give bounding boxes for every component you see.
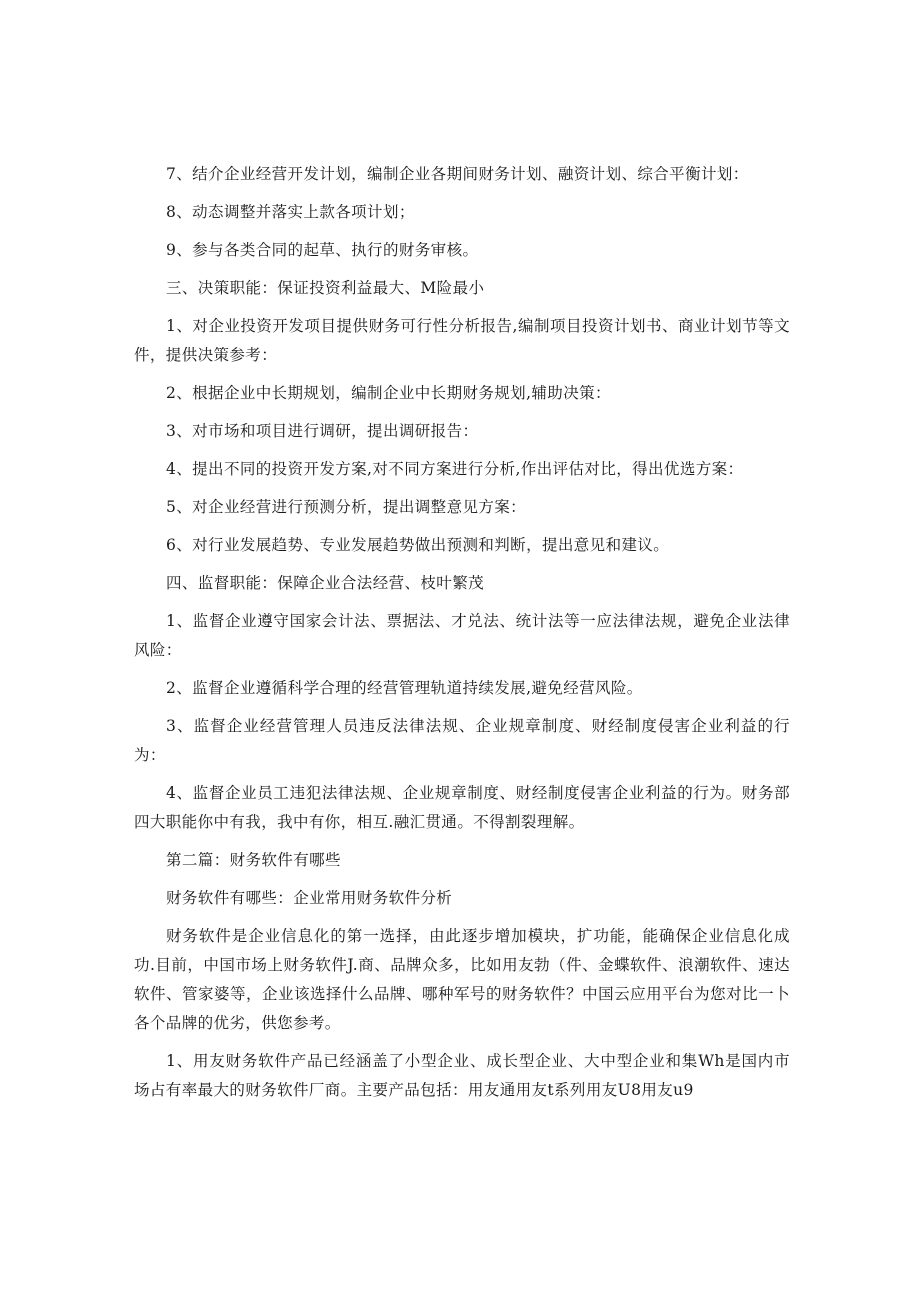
paragraph-operational-risk: 2、监督企业遵循科学合理的经营管理轨道持续发展,避免经营风险。 bbox=[166, 679, 643, 697]
subheading-software-analysis: 财务软件有哪些：企业常用财务软件分析 bbox=[166, 889, 453, 907]
paragraph-industry-trends: 6、对行业发展趋势、专业发展趋势做出预测和判断，提出意见和建议。 bbox=[166, 536, 670, 554]
paragraph-legal-compliance: 1、监督企业遵守国家会计法、票据法、才兑法、统计法等一应法律法规，避免企业法律风险： bbox=[134, 612, 790, 659]
paragraph-market-research: 3、对市场和项目进行调研，提出调研报告： bbox=[166, 422, 479, 440]
paragraph-software-intro: 财务软件是企业信息化的第一选择，由此逐步增加模块，扩功能，能确保企业信息化成功.目前，中国市场上财务软件J.商、品牌众多，比如用友勃（件、金蝶软件、浪潮软件、速达软件、管家婆等，企业该选择什么品牌、哪种军号的财务软件？中国云应用平台为您对比一卜各个品牌的优劣，供您参考。 bbox=[134, 927, 790, 1032]
chapter-heading-software: 第二篇：财务软件有哪些 bbox=[166, 851, 341, 869]
section-heading-supervision: 四、监督职能：保障企业合法经营、枝叶繁茂 bbox=[166, 574, 485, 592]
paragraph-plan-adjust: 8、动态调整并落实上款各项计划； bbox=[166, 203, 415, 221]
paragraph-employee-supervision: 4、监督企业员工违犯法律法规、企业规章制度、财经制度侵害企业利益的行为。财务部四大职能你中有我，我中有你，相互.融汇贯通。不得割裂理解。 bbox=[134, 784, 790, 831]
paragraph-contract-review: 9、参与各类合同的起草、执行的财务审核。 bbox=[166, 241, 479, 259]
paragraph-investment-options: 4、提出不同的投资开发方案,对不同方案进行分析,作出评估对比，得出优选方案： bbox=[166, 460, 744, 478]
paragraph-yonyou: 1、用友财务软件产品已经涵盖了小型企业、成长型企业、大中型企业和集Wh是国内市场占有率最大的财务软件厂商。主要产品包括：用友通用友t系列用友U8用友u9 bbox=[134, 1052, 790, 1099]
paragraph-long-term-plan: 2、根据企业中长期规划，编制企业中长期财务规划,辅助决策： bbox=[166, 384, 611, 402]
paragraph-plan-integration: 7、结介企业经营开发计划，编制企业各期间财务计划、融资计划、综合平衡计划： bbox=[166, 165, 749, 183]
paragraph-forecast: 5、对企业经营进行预测分析，提出调整意见方案： bbox=[166, 498, 527, 516]
paragraph-feasibility-report: 1、对企业投资开发项目提供财务可行性分析报告,编制项目投资计划书、商业计划节等文件，提供决策参考： bbox=[134, 317, 790, 364]
section-heading-decision: 三、决策职能：保证投资利益最大、M险最小 bbox=[166, 279, 485, 297]
document-body bbox=[134, 160, 790, 1105]
paragraph-management-supervision: 3、监督企业经营管理人员违反法律法规、企业规章制度、财经制度侵害企业利益的行为： bbox=[134, 717, 790, 764]
